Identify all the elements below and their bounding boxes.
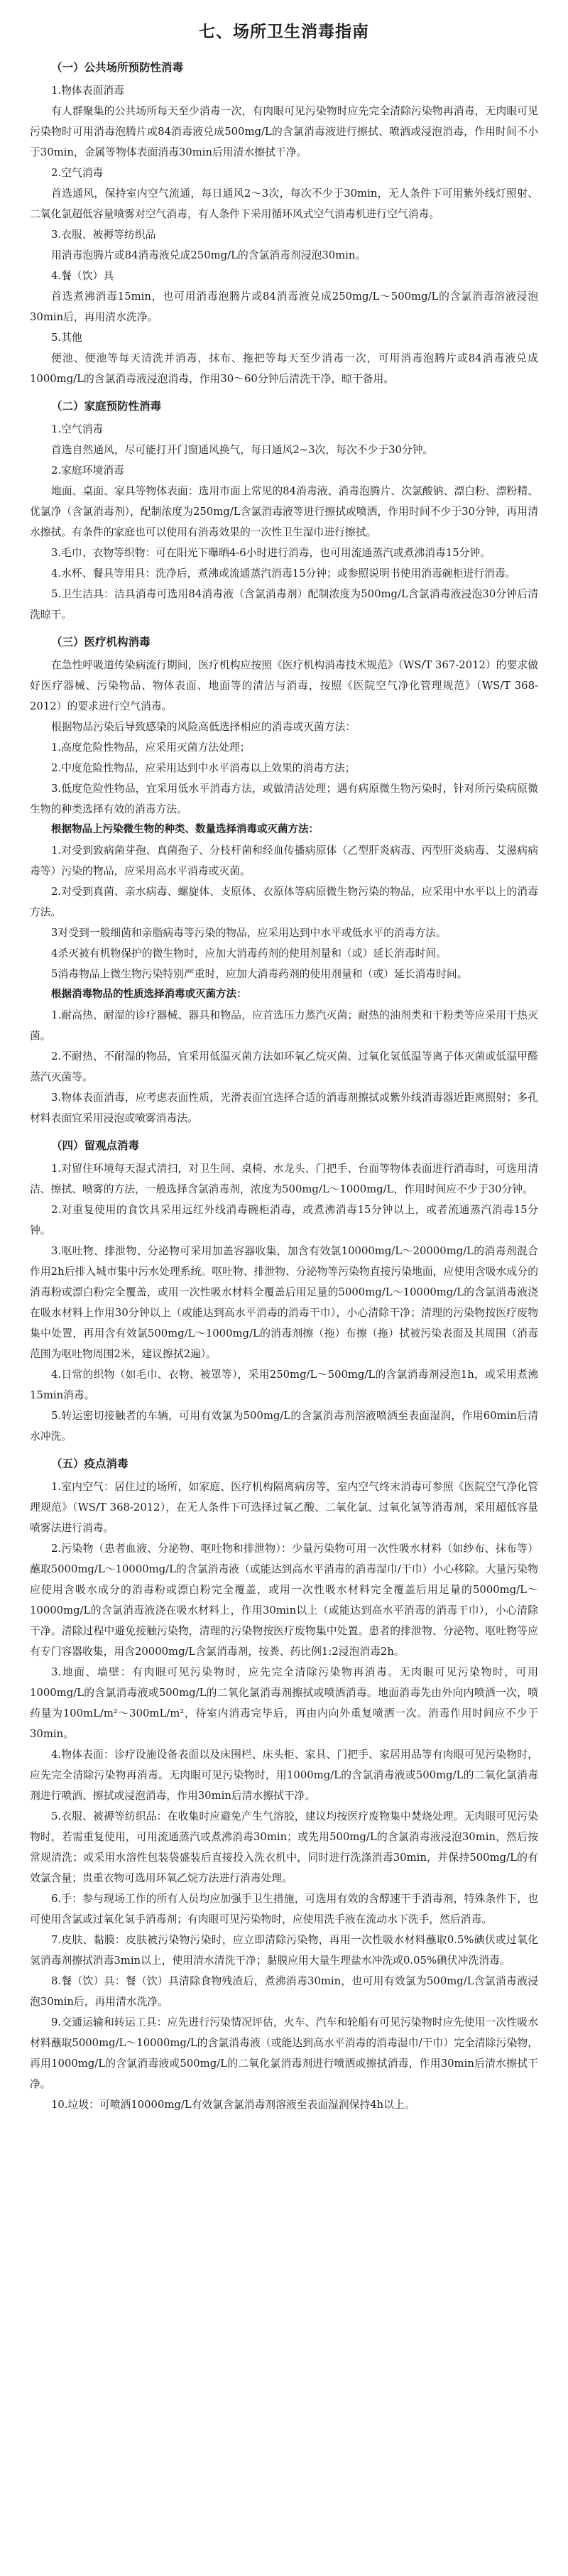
paragraph: 9.交通运输和转运工具：应先进行污染情况评估，火车、汽车和轮船有可见污染物时应先使用一次性吸水材料蘸取5000mg/L～10000mg/L的含氯消毒液（或能达到高水平消毒的消毒湿巾/干巾）完全清除污染物，再用1000mg/L的含氯消毒液或500mg/L的二氧化氯消毒剂进行喷洒或擦拭消毒，作用30min后清水擦拭干净。 xyxy=(30,2016,538,2090)
paragraph: 1.高度危险性物品，应采用灭菌方法处理； xyxy=(51,741,251,754)
paragraph: 1.物体表面消毒 xyxy=(51,85,124,97)
paragraph: 3.衣服、被褥等纺织品 xyxy=(51,229,156,241)
paragraph: 1.对留住环境每天湿式清扫，对卫生间、桌椅、水龙头、门把手、台面等物体表面进行消毒时，可选用清洁、擦拭、喷雾的方法，一般选择含氯消毒剂，浓度为500mg/L～1000mg/L，作用时间应不少于30分钟。 xyxy=(30,1163,538,1195)
section-heading: （二）家庭预防性消毒 xyxy=(51,400,162,413)
paragraph: 2.家庭环境消毒 xyxy=(51,464,124,477)
paragraph: 1.室内空气：居住过的场所，如家庭、医疗机构隔离病房等，室内空气终末消毒可参照《医院空气净化管理规范》（WS/T 368-2012），在无人条件下可选择过氧乙酸、二氧化氯、过氧化氢等消毒剂，采用超低容量喷雾法进行消毒。 xyxy=(30,1481,538,1534)
paragraph: 用消毒泡腾片或84消毒液兑成250mg/L的含氯消毒剂浸泡30min。 xyxy=(51,249,366,261)
section-heading: （三）医疗机构消毒 xyxy=(51,636,151,648)
paragraph: 在急性呼吸道传染病流行期间，医疗机构应按照《医疗机构消毒技术规范》（WS/T 367-2012）的要求做好医疗器械、污染物品、物体表面、地面等的清洁与消毒，按照《医院空气净化管理规范》（WS/T 368-2012）的要求进行空气消毒。 xyxy=(30,659,538,712)
paragraph: 2.中度危险性物品，应采用达到中水平消毒以上效果的消毒方法； xyxy=(51,762,356,774)
section xyxy=(30,1137,538,1447)
paragraph: 5.衣服、被褥等纺织品：在收集时应避免产生气溶胶，建议均按医疗废物集中焚烧处理。无肉眼可见污染物时，若需重复使用，可用流通蒸汽或煮沸消毒30min；或先用500mg/L的含氯消毒液浸泡30min，然后按常规清洗；或采用水溶性包装袋盛装后直接投入洗衣机中，同时进行洗涤消毒30min，并保持500mg/L的有效氯含量；贵重衣物可选用环氧乙烷方法进行消毒处理。 xyxy=(30,1810,538,1884)
document-body xyxy=(30,59,538,2115)
paragraph: 4.日常的织物（如毛巾、衣物、被罩等），采用250mg/L～500mg/L的含氯消毒剂浸泡1h，或采用煮沸15min消毒。 xyxy=(30,1369,538,1401)
section xyxy=(30,398,538,625)
paragraph: 2.对受到真菌、亲水病毒、螺旋体、支原体、衣原体等病原微生物污染的物品，应采用中水平以上的消毒方法。 xyxy=(30,886,538,918)
paragraph: 4.物体表面：诊疗设施设备表面以及床围栏、床头柜、家具、门把手、家居用品等有肉眼可见污染物时，应先完全清除污染物再消毒。无肉眼可见污染物时，用1000mg/L的含氯消毒液或500mg/L的二氧化氯消毒剂进行喷洒、擦拭或浸泡消毒，作用30min后清水擦拭干净。 xyxy=(30,1749,538,1802)
subheading-paragraph: 根据物品上污染微生物的种类、数量选择消毒或灭菌方法： xyxy=(51,824,319,835)
paragraph: 3.物体表面消毒，应考虑表面性质，光滑表面宜选择合适的消毒剂擦拭或紫外线消毒器近距离照射；多孔材料表面宜采用浸泡或喷雾消毒法。 xyxy=(30,1092,538,1124)
paragraph: 4杀灭被有机物保护的微生物时，应加大消毒药剂的使用剂量和（或）延长消毒时间。 xyxy=(51,947,447,960)
paragraph: 3.地面、墙壁：有肉眼可见污染物时，应先完全清除污染物再消毒。无肉眼可见污染物时，可用1000mg/L的含氯消毒液或500mg/L的二氧化氯消毒剂擦拭或喷洒消毒。地面消毒先由外向内喷洒一次，喷药量为100mL/m²～300mL/m²，待室内消毒完毕后，再由内向外重复喷洒一次。消毒作用时间应不少于30min。 xyxy=(30,1666,538,1740)
paragraph: 7.皮肤、黏膜：皮肤被污染物污染时，应立即清除污染物，再用一次性吸水材料蘸取0.5%碘伏或过氧化氢消毒剂擦拭消毒3min以上，使用清水清洗干净；黏膜应用大量生理盐水冲洗或0.05%碘伏冲洗消毒。 xyxy=(30,1934,538,1967)
section-heading: （五）疫点消毒 xyxy=(51,1457,129,1470)
paragraph: 4.餐（饮）具 xyxy=(51,270,114,282)
paragraph: 首选煮沸消毒15min，也可用消毒泡腾片或84消毒液兑成250mg/L～500mg/L的含氯消毒溶液浸泡30min后，再用清水洗净。 xyxy=(30,290,538,323)
paragraph: 10.垃圾：可喷洒10000mg/L有效氯含氯消毒剂溶液至表面湿润保持4h以上。 xyxy=(51,2099,415,2111)
paragraph: 有人群聚集的公共场所每天至少消毒一次，有肉眼可见污染物时应先完全清除污染物再消毒，无肉眼可见污染物时可用消毒泡腾片或84消毒液兑成500mg/L的含氯消毒液进行擦拭、喷洒或浸泡消毒，作用时间不小于30min，金属等物体表面消毒30min后用清水擦拭干净。 xyxy=(30,105,538,158)
paragraph: 首选通风，保持室内空气流通，每日通风2～3次，每次不少于30min，无人条件下可用紫外线灯照射、二氧化氯超低容量喷雾对空气消毒，有人条件下采用循环风式空气消毒机进行空气消毒。 xyxy=(30,188,538,220)
section-heading: （一）公共场所预防性消毒 xyxy=(51,61,184,74)
section xyxy=(30,1455,538,2115)
paragraph: 5.转运密切接触者的车辆，可用有效氯为500mg/L的含氯消毒剂溶液喷洒至表面湿润，作用60min后清水冲洗。 xyxy=(30,1410,538,1442)
section xyxy=(30,59,538,389)
paragraph: 8.餐（饮）具：餐（饮）具清除食物残渣后，煮沸消毒30min，也可用有效氯为500mg/L含氯消毒液浸泡30min后，再用清水洗净。 xyxy=(30,1975,538,2008)
paragraph: 6.手：参与现场工作的所有人员均应加强手卫生措施，可选用有效的含醇速干手消毒剂，特殊条件下，也可使用含氯或过氧化氢手消毒剂；有肉眼可见污染物时，应使用洗手液在流动水下洗手，然后消毒。 xyxy=(30,1893,538,1925)
paragraph: 5.其他 xyxy=(51,332,82,344)
paragraph: 3对受到一般细菌和亲脂病毒等污染的物品，应采用达到中水平或低水平的消毒方法。 xyxy=(51,927,447,939)
section xyxy=(30,634,538,1129)
paragraph: 3.低度危险性物品，宜采用低水平消毒方法，或做清洁处理；遇有病原微生物污染时，针对所污染病原微生物的种类选择有效的消毒方法。 xyxy=(30,783,538,815)
paragraph: 便池、便池等每天清洗并消毒，抹布、拖把等每天至少消毒一次，可用消毒泡腾片或84消毒液兑成1000mg/L的含氯消毒液浸泡消毒，作用30～60分钟后清洗干净，晾干备用。 xyxy=(30,352,538,385)
paragraph: 根据物品污染后导致感染的风险高低选择相应的消毒或灭菌方法： xyxy=(51,721,356,733)
page-title: 七、场所卫生消毒指南 xyxy=(199,23,369,41)
paragraph: 5.卫生洁具：洁具消毒可选用84消毒液（含氯消毒剂）配制浓度为500mg/L含氯消毒液浸泡30分钟后清洗晾干。 xyxy=(30,588,538,621)
paragraph: 1.耐高热、耐湿的诊疗器械、器具和物品，应首选压力蒸汽灭菌；耐热的油剂类和干粉类等应采用干热灭菌。 xyxy=(30,1009,538,1042)
paragraph: 3.毛巾、衣物等织物：可在阳光下曝晒4-6小时进行消毒，也可用流通蒸汽或煮沸消毒15分钟。 xyxy=(51,547,491,559)
paragraph: 首选自然通风，尽可能打开门窗通风换气，每日通风2~3次，每次不少于30分钟。 xyxy=(51,444,434,456)
paragraph: 1.空气消毒 xyxy=(51,423,104,435)
paragraph: 2.污染物（患者血液、分泌物、呕吐物和排泄物）：少量污染物可用一次性吸水材料（如纱布、抹布等）蘸取5000mg/L～10000mg/L的含氯消毒液（或能达到高水平消毒的消毒湿巾/干巾）小心移除。大量污染物应使用含吸水成分的消毒粉或漂白粉完全覆盖，或用一次性吸水材料完全覆盖后用足量的5000mg/L～10000mg/L的含氯消毒液浇在吸水材料上，作用30min以上（或能达到高水平消毒的消毒干巾），小心清除干净。清除过程中避免接触污染物，清理的污染物按医疗废物集中处置。患者的排泄物、分泌物、呕吐物等应有专门容器收集，用含20000mg/L含氯消毒剂，按粪、药比例1:2浸泡消毒2h。 xyxy=(30,1543,538,1658)
paragraph: 5消毒物品上微生物污染特别严重时，应加大消毒药剂的使用剂量和（或）延长消毒时间。 xyxy=(51,968,468,980)
subheading-paragraph: 根据消毒物品的性质选择消毒或灭菌方法： xyxy=(51,989,247,1000)
section-heading: （四）留观点消毒 xyxy=(51,1139,140,1152)
paragraph: 1.对受到致病菌芽孢、真菌孢子、分枝杆菌和经血传播病原体（乙型肝炎病毒、丙型肝炎病毒、艾滋病病毒等）污染的物品，应采用高水平消毒或灭菌。 xyxy=(30,844,538,877)
paragraph: 3.呕吐物、排泄物、分泌物可采用加盖容器收集，加含有效氯10000mg/L～20000mg/L的消毒剂混合作用2h后排入城市集中污水处理系统。呕吐物、排泄物、分泌物等污染物直接污染地面，应使用含吸水成分的消毒粉或漂白粉完全覆盖，或用一次性吸水材料全覆盖后用足量的5000mg/L～10000mg/L的含氯消毒液浇在吸水材料上作用30分钟以上（或能达到高水平消毒的消毒干巾），小心清除干净；清理的污染物按医疗废物集中处置，再用含有效氯500mg/L～1000mg/L的消毒剂擦（拖）布擦（拖）拭被污染表面及其周围（消毒范围为呕吐物周围2米，建议擦拭2遍）。 xyxy=(30,1245,538,1360)
paragraph: 2.空气消毒 xyxy=(51,167,104,179)
paragraph: 2.不耐热、不耐湿的物品，宜采用低温灭菌方法如环氧乙烷灭菌、过氧化氢低温等离子体灭菌或低温甲醛蒸汽灭菌等。 xyxy=(30,1050,538,1083)
paragraph: 2.对重复使用的食饮具采用远红外线消毒碗柜消毒，或煮沸消毒15分钟以上，或者流通蒸汽消毒15分钟。 xyxy=(30,1204,538,1237)
paragraph: 4.水杯、餐具等用具：洗净后，煮沸或流通蒸汽消毒15分钟；或参照说明书使用消毒碗柜进行消毒。 xyxy=(51,567,516,580)
paragraph: 地面、桌面、家具等物体表面：选用市面上常见的84消毒液、消毒泡腾片、次氯酸钠、漂白粉、漂粉精、优氯净（含氯消毒剂），配制浓度为250mg/L含氯消毒液等进行擦拭或喷洒，作用时间不少于30分钟，再用清水擦拭。有条件的家庭也可以使用有消毒效果的一次性卫生湿巾进行擦拭。 xyxy=(30,485,538,538)
